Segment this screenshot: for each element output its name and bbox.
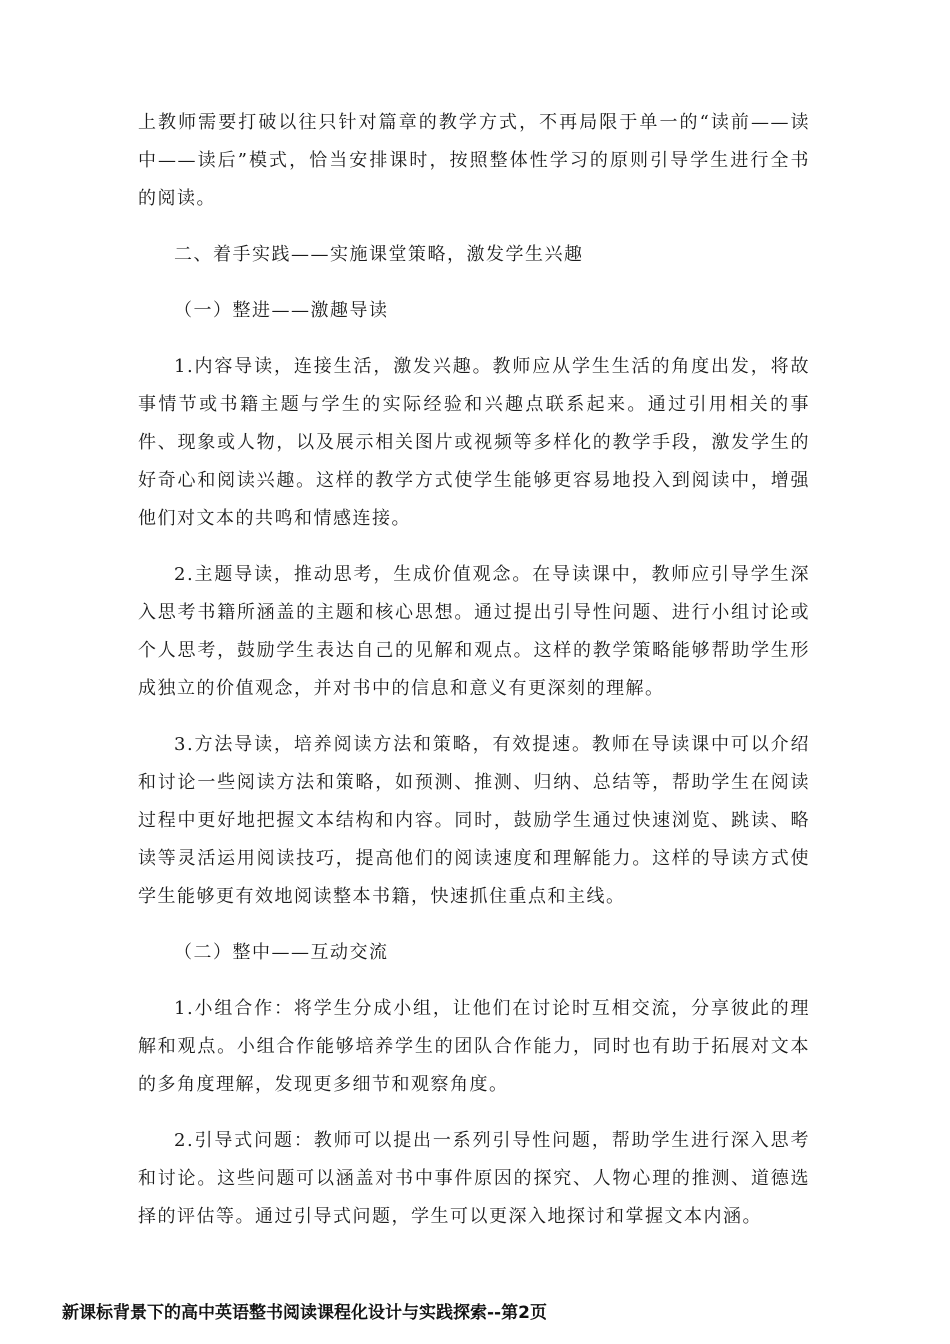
paragraph-group-cooperation: 1.小组合作：将学生分成小组，让他们在讨论时互相交流，分享彼此的理解和观点。小组合作能够培养学生的团队合作能力，同时也有助于拓展对文本的多角度理解，发现更多细节和观察角度。 [138,998,810,1095]
paragraph-content-guide: 1.内容导读，连接生活，激发兴趣。教师应从学生生活的角度出发，将故事情节或书籍主题与学生的实际经验和兴趣点联系起来。通过引用相关的事件、现象或人物，以及展示相关图片或视频等多样化的教学手段，激发学生的好奇心和阅读兴趣。这样的教学方式使学生能够更容易地投入到阅读中，增强他们对文本的共鸣和情感连接。 [138,356,810,529]
paragraph-theme-guide: 2.主题导读，推动思考，生成价值观念。在导读课中，教师应引导学生深入思考书籍所涵盖的主题和核心思想。通过提出引导性问题、进行小组讨论或个人思考，鼓励学生表达自己的见解和观点。这样的教学策略能够帮助学生形成独立的价值观念，并对书中的信息和意义有更深刻的理解。 [138,564,810,699]
document-body [138,104,810,1236]
page-footer: 新课标背景下的高中英语整书阅读课程化设计与实践探索--第2页 [62,1303,547,1323]
subsection-heading: （一）整进——激趣导读 [174,300,389,321]
section-heading: 二、着手实践——实施课堂策略，激发学生兴趣 [174,244,584,265]
paragraph-continuation: 上教师需要打破以往只针对篇章的教学方式，不再局限于单一的“读前——读中——读后”模式，恰当安排课时，按照整体性学习的原则引导学生进行全书的阅读。 [138,112,810,209]
subsection-heading: （二）整中——互动交流 [174,942,389,963]
paragraph-guiding-questions: 2.引导式问题：教师可以提出一系列引导性问题，帮助学生进行深入思考和讨论。这些问题可以涵盖对书中事件原因的探究、人物心理的推测、道德选择的评估等。通过引导式问题，学生可以更深入地探讨和掌握文本内涵。 [138,1130,810,1227]
paragraph-method-guide: 3.方法导读，培养阅读方法和策略，有效提速。教师在导读课中可以介绍和讨论一些阅读方法和策略，如预测、推测、归纳、总结等，帮助学生在阅读过程中更好地把握文本结构和内容。同时，鼓励学生通过快速浏览、跳读、略读等灵活运用阅读技巧，提高他们的阅读速度和理解能力。这样的导读方式使学生能够更有效地阅读整本书籍，快速抓住重点和主线。 [138,734,810,907]
